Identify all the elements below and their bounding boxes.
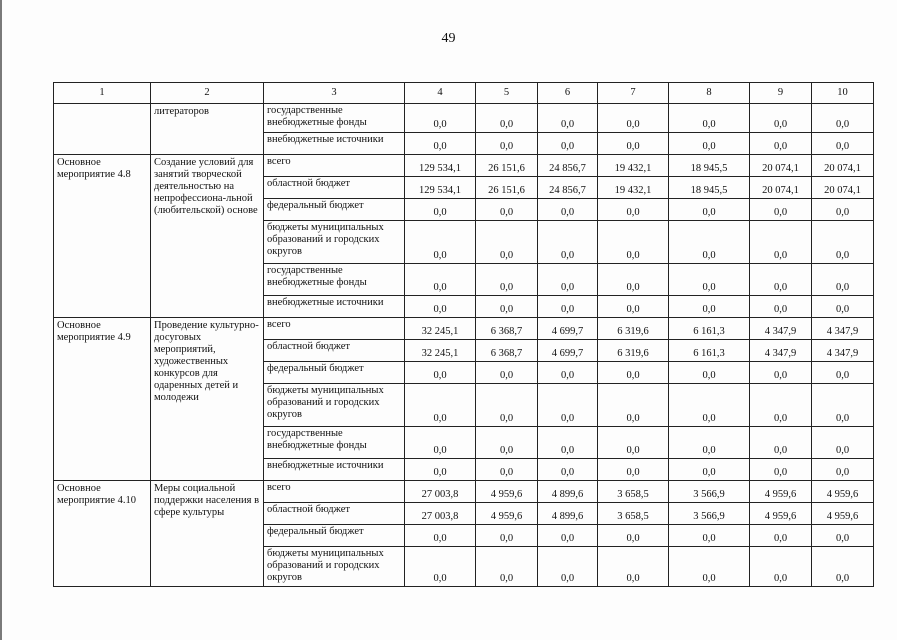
value-cell: 0,0 (598, 133, 669, 155)
value-cell: 19 432,1 (598, 177, 669, 199)
value-cell: 0,0 (750, 525, 812, 547)
funding-source-cell: федеральный бюджет (264, 525, 405, 547)
column-header: 5 (476, 83, 538, 104)
value-cell: 0,0 (405, 199, 476, 221)
value-cell: 0,0 (405, 362, 476, 384)
funding-source-cell: областной бюджет (264, 177, 405, 199)
value-cell: 0,0 (598, 525, 669, 547)
funding-source-cell: федеральный бюджет (264, 362, 405, 384)
value-cell: 0,0 (669, 525, 750, 547)
value-cell: 0,0 (476, 221, 538, 264)
value-cell: 0,0 (598, 427, 669, 459)
value-cell: 0,0 (669, 133, 750, 155)
value-cell: 0,0 (538, 427, 598, 459)
column-header: 10 (812, 83, 874, 104)
value-cell: 4 347,9 (812, 318, 874, 340)
column-header: 3 (264, 83, 405, 104)
value-cell: 0,0 (669, 362, 750, 384)
value-cell: 4 899,6 (538, 481, 598, 503)
column-header: 8 (669, 83, 750, 104)
value-cell: 0,0 (812, 221, 874, 264)
value-cell: 0,0 (598, 459, 669, 481)
value-cell: 0,0 (476, 199, 538, 221)
value-cell: 0,0 (812, 362, 874, 384)
value-cell: 20 074,1 (812, 177, 874, 199)
value-cell: 0,0 (750, 199, 812, 221)
funding-source-cell: внебюджетные источники (264, 133, 405, 155)
funding-source-cell: областной бюджет (264, 503, 405, 525)
funding-source-cell: бюджеты муниципальных образований и городских округов (264, 547, 405, 587)
value-cell: 0,0 (538, 547, 598, 587)
value-cell: 26 151,6 (476, 155, 538, 177)
value-cell: 18 945,5 (669, 177, 750, 199)
activity-cell: Основное мероприятие 4.10 (54, 481, 151, 587)
value-cell: 0,0 (750, 264, 812, 296)
activity-cell: Основное мероприятие 4.9 (54, 318, 151, 481)
funding-source-cell: всего (264, 318, 405, 340)
value-cell: 26 151,6 (476, 177, 538, 199)
value-cell: 4 959,6 (476, 481, 538, 503)
value-cell: 0,0 (669, 547, 750, 587)
column-header: 1 (54, 83, 151, 104)
value-cell: 0,0 (812, 199, 874, 221)
table-row (54, 155, 874, 177)
value-cell: 6 368,7 (476, 318, 538, 340)
funding-source-cell: бюджеты муниципальных образований и городских округов (264, 384, 405, 427)
funding-source-cell: федеральный бюджет (264, 199, 405, 221)
value-cell: 4 699,7 (538, 318, 598, 340)
value-cell: 4 347,9 (812, 340, 874, 362)
value-cell: 0,0 (750, 427, 812, 459)
value-cell: 6 161,3 (669, 340, 750, 362)
value-cell: 0,0 (476, 384, 538, 427)
value-cell: 0,0 (750, 362, 812, 384)
value-cell: 0,0 (750, 104, 812, 133)
value-cell: 0,0 (598, 221, 669, 264)
value-cell: 0,0 (538, 384, 598, 427)
value-cell: 129 534,1 (405, 155, 476, 177)
description-cell: Проведение культурно-досуговых мероприятий, художественных конкурсов для одаренных детей и молодежи (151, 318, 264, 481)
value-cell: 4 347,9 (750, 340, 812, 362)
value-cell: 20 074,1 (750, 177, 812, 199)
value-cell: 4 347,9 (750, 318, 812, 340)
column-header: 6 (538, 83, 598, 104)
value-cell: 0,0 (405, 384, 476, 427)
value-cell: 3 658,5 (598, 503, 669, 525)
value-cell: 4 959,6 (750, 481, 812, 503)
value-cell: 0,0 (669, 221, 750, 264)
value-cell: 0,0 (812, 133, 874, 155)
value-cell: 20 074,1 (812, 155, 874, 177)
value-cell: 129 534,1 (405, 177, 476, 199)
funding-source-cell: областной бюджет (264, 340, 405, 362)
value-cell: 0,0 (750, 133, 812, 155)
value-cell: 32 245,1 (405, 340, 476, 362)
activity-cell: Основное мероприятие 4.8 (54, 155, 151, 318)
value-cell: 0,0 (405, 459, 476, 481)
value-cell: 0,0 (538, 264, 598, 296)
value-cell: 27 003,8 (405, 481, 476, 503)
value-cell: 0,0 (476, 459, 538, 481)
value-cell: 20 074,1 (750, 155, 812, 177)
funding-source-cell: всего (264, 155, 405, 177)
budget-table (53, 82, 874, 587)
funding-source-cell: всего (264, 481, 405, 503)
value-cell: 0,0 (750, 221, 812, 264)
value-cell: 0,0 (669, 264, 750, 296)
value-cell: 0,0 (476, 427, 538, 459)
value-cell: 24 856,7 (538, 155, 598, 177)
value-cell: 0,0 (669, 199, 750, 221)
value-cell: 27 003,8 (405, 503, 476, 525)
value-cell: 0,0 (476, 362, 538, 384)
value-cell: 0,0 (538, 199, 598, 221)
value-cell: 19 432,1 (598, 155, 669, 177)
funding-source-cell: государственные внебюджетные фонды (264, 427, 405, 459)
value-cell: 0,0 (598, 264, 669, 296)
value-cell: 0,0 (476, 547, 538, 587)
value-cell: 0,0 (669, 459, 750, 481)
description-cell: Создание условий для занятий творческой деятельностью на непрофессиона-льной (любительской) основе (151, 155, 264, 318)
value-cell: 0,0 (476, 525, 538, 547)
value-cell: 0,0 (750, 296, 812, 318)
value-cell: 4 899,6 (538, 503, 598, 525)
value-cell: 3 658,5 (598, 481, 669, 503)
value-cell: 4 959,6 (812, 503, 874, 525)
value-cell: 0,0 (405, 296, 476, 318)
funding-source-cell: государственные внебюджетные фонды (264, 264, 405, 296)
value-cell: 0,0 (669, 427, 750, 459)
description-cell: Меры социальной поддержки населения в сфере культуры (151, 481, 264, 587)
value-cell: 0,0 (812, 427, 874, 459)
value-cell: 0,0 (538, 525, 598, 547)
value-cell: 18 945,5 (669, 155, 750, 177)
value-cell: 0,0 (598, 547, 669, 587)
value-cell: 0,0 (405, 264, 476, 296)
value-cell: 0,0 (598, 362, 669, 384)
value-cell: 0,0 (812, 264, 874, 296)
value-cell: 3 566,9 (669, 481, 750, 503)
funding-source-cell: внебюджетные источники (264, 459, 405, 481)
value-cell: 0,0 (669, 384, 750, 427)
value-cell: 0,0 (750, 384, 812, 427)
value-cell: 4 699,7 (538, 340, 598, 362)
value-cell: 0,0 (669, 104, 750, 133)
value-cell: 6 368,7 (476, 340, 538, 362)
column-header: 4 (405, 83, 476, 104)
value-cell: 0,0 (812, 104, 874, 133)
table-body (54, 83, 874, 587)
value-cell: 0,0 (405, 547, 476, 587)
page-number: 49 (441, 31, 456, 46)
value-cell: 0,0 (476, 133, 538, 155)
value-cell: 4 959,6 (812, 481, 874, 503)
value-cell: 0,0 (812, 547, 874, 587)
funding-source-cell: внебюджетные источники (264, 296, 405, 318)
funding-source-cell: государственные внебюджетные фонды (264, 104, 405, 133)
value-cell: 6 161,3 (669, 318, 750, 340)
description-cell: литераторов (151, 104, 264, 155)
value-cell: 6 319,6 (598, 318, 669, 340)
value-cell: 0,0 (405, 133, 476, 155)
value-cell: 24 856,7 (538, 177, 598, 199)
value-cell: 0,0 (598, 296, 669, 318)
value-cell: 0,0 (538, 296, 598, 318)
value-cell: 0,0 (538, 104, 598, 133)
value-cell: 0,0 (598, 384, 669, 427)
value-cell: 0,0 (405, 104, 476, 133)
value-cell: 0,0 (812, 296, 874, 318)
value-cell: 0,0 (750, 547, 812, 587)
value-cell: 3 566,9 (669, 503, 750, 525)
value-cell: 4 959,6 (750, 503, 812, 525)
value-cell: 0,0 (538, 221, 598, 264)
page-edge (0, 0, 2, 640)
value-cell: 0,0 (405, 221, 476, 264)
value-cell: 0,0 (598, 104, 669, 133)
value-cell: 0,0 (812, 459, 874, 481)
value-cell: 0,0 (598, 199, 669, 221)
value-cell: 32 245,1 (405, 318, 476, 340)
table-row (54, 104, 874, 133)
value-cell: 0,0 (405, 525, 476, 547)
header-row (54, 83, 874, 104)
value-cell: 0,0 (669, 296, 750, 318)
activity-cell (54, 104, 151, 155)
value-cell: 0,0 (476, 296, 538, 318)
value-cell: 0,0 (812, 384, 874, 427)
funding-source-cell: бюджеты муниципальных образований и городских округов (264, 221, 405, 264)
value-cell: 6 319,6 (598, 340, 669, 362)
column-header: 9 (750, 83, 812, 104)
value-cell: 0,0 (812, 525, 874, 547)
column-header: 7 (598, 83, 669, 104)
value-cell: 0,0 (405, 427, 476, 459)
value-cell: 0,0 (476, 104, 538, 133)
value-cell: 0,0 (476, 264, 538, 296)
value-cell: 0,0 (538, 133, 598, 155)
value-cell: 4 959,6 (476, 503, 538, 525)
table-row (54, 318, 874, 340)
column-header: 2 (151, 83, 264, 104)
table-row (54, 481, 874, 503)
value-cell: 0,0 (538, 459, 598, 481)
value-cell: 0,0 (538, 362, 598, 384)
value-cell: 0,0 (750, 459, 812, 481)
